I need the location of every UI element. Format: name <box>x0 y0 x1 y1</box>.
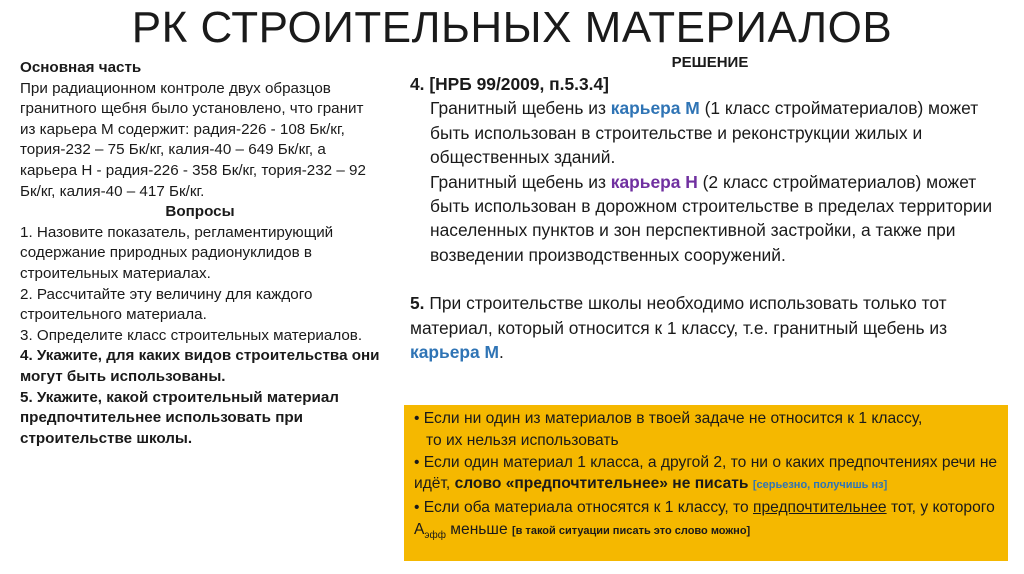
item-5-text: При строительстве школы необходимо использовать только тот материал, который относится к 1 классу, т.е. гранитный щебень из <box>410 293 948 338</box>
tip-3-aside: [в такой ситуации писать это слово можно] <box>511 524 751 537</box>
question-2: 2. Рассчитайте эту величину для каждого строительного материала. <box>20 285 313 324</box>
tip-1 <box>414 408 998 452</box>
quarry-n-paragraph <box>410 170 1010 268</box>
tip-3-underlined: предпочтительнее <box>753 499 887 517</box>
tip-3-text-2: тот, у которого А <box>414 499 995 538</box>
slide-title: РК СТРОИТЕЛЬНЫХ МАТЕРИАЛОВ <box>131 3 893 52</box>
item-4-reference: 4. [НРБ 99/2009, п.5.3.4] <box>410 74 609 94</box>
quarry-n-text-end: (2 класс стройматериалов) может быть использован в дорожном строительстве в пределах территории населенных пунктов и зон перспективной застройки, а также при возведении производственных сооружений. <box>430 171 993 265</box>
quarry-m-paragraph <box>410 96 1010 169</box>
tip-3-subscript: эфф <box>424 530 446 542</box>
tip-2-aside: [серьезно, получишь нз] <box>752 479 888 492</box>
solution-heading: РЕШЕНИЕ <box>671 54 749 71</box>
question-4: 4. Укажите, для каких видов строительства они могут быть использованы. <box>20 347 380 385</box>
item-5-end: . <box>498 342 504 363</box>
quarry-m-text-end: (1 класс стройматериалов) может быть использован в строительстве и реконструкции жилых и общественных зданий. <box>430 98 979 168</box>
question-1: 1. Назовите показатель, регламентирующий содержание природных радионуклидов в строительных материалах. <box>20 223 334 282</box>
tip-2-text: • Если один материал 1 класса, а другой 2, то ни о каких предпочтениях речи не идёт, <box>414 453 998 493</box>
item-5-quarry-label: карьера М <box>410 342 499 363</box>
question-3: 3. Определите класс строительных материалов. <box>20 326 363 344</box>
task-column <box>20 58 380 449</box>
section-heading: Основная часть <box>20 59 142 76</box>
questions-heading: Вопросы <box>165 203 235 221</box>
question-5: 5. Укажите, какой строительный материал предпочтительнее использовать при строительстве школы. <box>20 388 339 447</box>
tip-2-bold: слово «предпочтительнее» не писать <box>454 475 749 493</box>
tip-1-line-2: то их нельзя использовать <box>426 431 619 449</box>
task-intro: При радиационном контроле двух образцов гранитного щебня было установлено, что гранит из карьера М содержит: радия-226 - 108 Бк/кг, тория-232 – 75 Бк/кг, калия-40 – 649 Бк/кг, а карьера Н - радия-226 - 358 Бк/кг, тория-232 – 92 Бк/кг, калия-40 – 417 Бк/кг. <box>20 79 366 200</box>
tip-2 <box>414 452 998 498</box>
quarry-n-text-start: Гранитный щебень из <box>430 171 611 192</box>
item-5-paragraph <box>410 291 1010 364</box>
tip-3-text: • Если оба материала относятся к 1 классу, то <box>414 499 753 517</box>
tips-box <box>404 405 1008 561</box>
spacer <box>410 267 1010 291</box>
tip-1-line-1: • Если ни один из материалов в твоей задаче не относится к 1 классу, <box>414 410 923 427</box>
tip-3 <box>414 497 998 547</box>
item-5-number: 5. <box>410 293 425 314</box>
quarry-m-text-start: Гранитный щебень из <box>430 98 611 119</box>
quarry-n-label: карьера Н <box>610 171 698 192</box>
quarry-m-label: карьера М <box>610 98 700 119</box>
solution-column <box>410 54 1010 364</box>
tip-3-text-3: меньше <box>445 520 512 538</box>
